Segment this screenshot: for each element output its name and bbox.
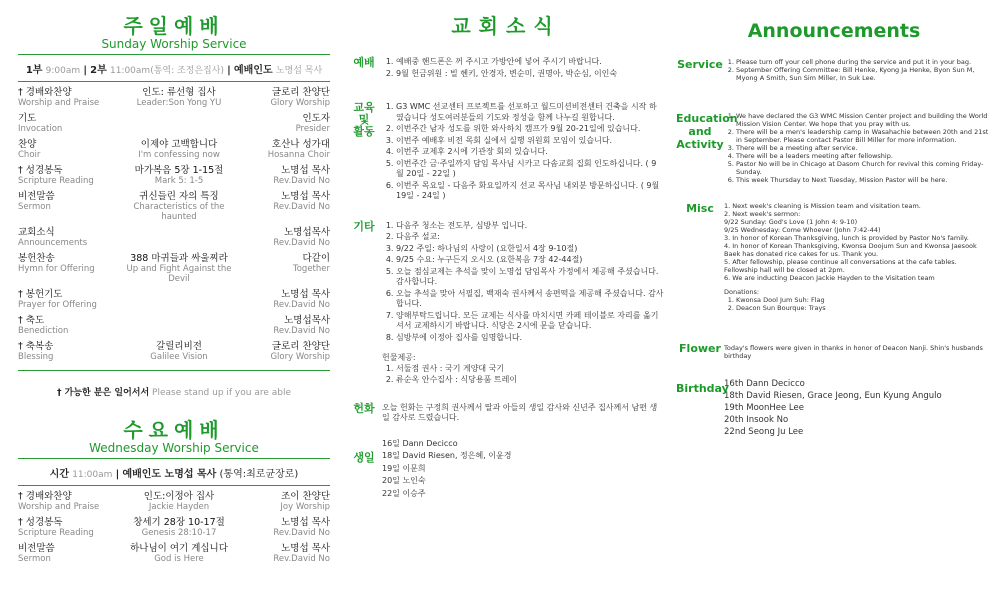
stand-note-ko: † 가능한 분은 일어서서	[57, 388, 150, 398]
item-ko: 인도:이정아 집사	[143, 491, 215, 502]
list-item: 5. 이번주간 금·주일까지 담임 목사님 시카고 다솜교회 집회 인도하십니다. ( 9월 20일 - 22일 )	[396, 159, 664, 180]
education-list	[724, 112, 989, 184]
flower-section	[346, 403, 666, 424]
item-ko: † 봉헌기도	[18, 289, 63, 300]
sunday-info-bar	[18, 55, 330, 81]
item-ko: 글로리 찬양단	[271, 341, 330, 352]
program-cell-c3	[240, 114, 330, 134]
birthday-list	[724, 378, 989, 438]
birthday-label: 생일	[353, 450, 375, 464]
program-row	[18, 166, 330, 186]
item-en: Glory Worship	[270, 352, 330, 362]
list-item: 6. 이번주 목요일 - 다음주 화요일까지 선교 목사님 내외분 방문하십니다. ( 9월19일 - 24일 )	[396, 181, 664, 202]
program-cell-c1	[18, 228, 118, 248]
list-item: 1. We have declared the G3 WMC Mission Center project and building the World Mission Vision Center. We hope that you pray with us.	[736, 112, 989, 128]
donations-label: Donations:	[724, 288, 760, 296]
item-ko: † 축복송	[18, 341, 54, 352]
item-ko: 귀신들린 자의 특징	[139, 191, 219, 202]
list-item: 20th Insook No	[724, 415, 789, 425]
item-en: Galilee Vision	[150, 352, 208, 362]
item-ko: 마가복음 5장 1-15절	[134, 165, 224, 176]
birthday-label: Birthday	[676, 382, 729, 395]
misc-list	[724, 202, 989, 282]
etc-label: 기타	[353, 219, 375, 233]
sunday-title-en: Sunday Worship Service	[101, 37, 247, 51]
item-en: Prayer for Offering	[18, 300, 97, 310]
item-ko: † 성경봉독	[18, 517, 63, 528]
divider	[18, 370, 330, 371]
item-ko: 노명섭 목사	[281, 289, 330, 300]
church-news-column	[346, 0, 666, 500]
program-row	[18, 254, 330, 284]
program-cell-c3	[240, 492, 330, 512]
flower-label: Flower	[679, 342, 721, 355]
donations-list	[382, 364, 664, 386]
program-cell-c3	[240, 544, 330, 564]
item-ko: 찬양	[18, 139, 37, 150]
flower-label: 헌화	[353, 401, 375, 415]
wednesday-title-ko: 수요예배	[123, 418, 225, 442]
sunday-title-ko: 주일예배	[123, 14, 225, 38]
order-of-worship-column	[18, 0, 330, 564]
item-en: Scripture Reading	[18, 176, 94, 186]
list-item: 5. 오늘 점심교제는 추석을 맞이 노명섭 담임목사 가정에서 제공해 주셨습니다. 감사합니다.	[396, 267, 664, 288]
program-row	[18, 290, 330, 310]
item-en: Choir	[18, 150, 41, 160]
program-row	[18, 544, 330, 564]
separator: |	[227, 65, 231, 76]
item-en: Rev.David No	[273, 300, 330, 310]
wednesday-title-en: Wednesday Worship Service	[89, 441, 259, 455]
program-cell-c1	[18, 88, 118, 108]
item-en: Together	[292, 264, 330, 274]
item-ko: 교회소식	[18, 227, 55, 238]
program-row	[18, 114, 330, 134]
service-section	[676, 58, 992, 82]
item-en: Sermon	[18, 554, 51, 564]
program-cell-c2	[119, 544, 239, 564]
program-cell-c3	[240, 342, 330, 362]
program-cell-c2	[119, 166, 239, 186]
flower-section	[676, 342, 992, 360]
service-list	[724, 58, 989, 82]
list-item: 22nd Seong Ju Lee	[724, 427, 804, 437]
item-ko: 조이 찬양단	[281, 491, 330, 502]
leader-name: 노명섭 목사	[275, 66, 323, 76]
stand-note-en: Please stand up if you are able	[152, 388, 291, 398]
education-list	[382, 102, 664, 202]
program-row	[18, 140, 330, 160]
separator: |	[115, 469, 120, 480]
item-ko: 노명섭 목사	[281, 517, 330, 528]
item-ko: 388 마귀들과 싸울찌라	[130, 253, 228, 264]
list-item: 2. There will be a men's leadership camp in Wasahachie between 20th and 21st in September. Please contact Pastor Bill Miller for more information.	[736, 128, 989, 144]
item-ko: 기도	[18, 113, 37, 124]
item-ko: 다같이	[302, 253, 330, 264]
item-en: Characteristics of the haunted	[133, 202, 225, 222]
service-2-label: 2부	[90, 65, 107, 76]
item-en: Benediction	[18, 326, 69, 336]
list-item: 4. 9/25 수요: 누구든지 오시오 (요한복음 7장 42-44절)	[396, 255, 664, 266]
list-item: 3. 이번주 예배후 비전 목회 실에서 실행 위원회 모임이 있습니다.	[396, 136, 664, 147]
item-en: Up and Fight Against the Devil	[126, 264, 232, 284]
worship-label: 예배	[353, 56, 375, 69]
worship-section	[346, 57, 666, 80]
program-row	[18, 88, 330, 108]
education-label-2: and	[688, 125, 712, 138]
item-ko: 호산나 성가대	[271, 139, 330, 150]
item-en: Mark 5: 1-5	[154, 176, 204, 186]
item-en: Rev.David No	[273, 528, 330, 538]
list-item: 5. Pastor No will be in Chicago at Dasom Church for revival this coming Friday-Sunday.	[736, 160, 989, 176]
item-en: Hymn for Offering	[18, 264, 95, 274]
program-row	[18, 192, 330, 222]
program-cell-c2	[119, 88, 239, 108]
list-item: 8. 심방부에 이정아 집사를 임명합니다.	[396, 333, 664, 344]
item-en: Rev.David No	[273, 202, 330, 212]
list-item: 9/25 Wednesday: Come Whoever (John 7:42-44)	[724, 226, 881, 234]
program-cell-c2	[119, 342, 239, 362]
item-ko: † 경배와찬양	[18, 87, 72, 98]
announcements-title: Announcements	[747, 20, 921, 42]
item-en: Hosanna Choir	[267, 150, 330, 160]
divider	[18, 81, 330, 82]
program-cell-c1	[18, 492, 118, 512]
program-cell-c2	[119, 192, 239, 222]
list-item: 2. 이번주간 남자 성도를 위한 와사하치 캠프가 9월 20-21일에 있습니다.	[396, 124, 664, 135]
item-ko: 이제야 고백합니다	[140, 139, 218, 150]
item-en: Rev.David No	[273, 176, 330, 186]
misc-section	[676, 202, 992, 312]
leader-label: 예배인도 노명섭 목사	[122, 469, 217, 480]
divider	[18, 485, 330, 486]
item-ko: 갈릴리비전	[156, 341, 202, 352]
item-ko: 하나님이 여기 계십니다	[130, 543, 228, 554]
list-item: 3. 9/22 주일: 하나님의 사랑이 (요한일서 4장 9-10절)	[396, 244, 664, 255]
list-item: 2. 다음주 설교:	[396, 232, 664, 243]
list-item: 16일 Dann Decicco	[382, 438, 458, 448]
program-row	[18, 228, 330, 248]
birthday-list	[382, 438, 664, 501]
list-item: 4. 이번주 교제후 2시에 기관장 회의 있습니다.	[396, 147, 664, 158]
misc-label: Misc	[686, 202, 714, 215]
education-label	[346, 102, 382, 203]
education-label-3: Activity	[676, 138, 724, 151]
program-row	[18, 316, 330, 336]
list-item: 7. 양해부탁드립니다. 모든 교제는 식사를 마치시면 카페 테이블로 자리를 옮기셔서 교제하시기 바랍니다. 식당은 2시에 문을 닫습니다.	[396, 311, 664, 332]
list-item: 4. In honor of Korean Thanksgiving, Kwonsa Doojum Sun and Kwonsa Jaesook Baek has donated rice cakes for us. Thank you.	[724, 242, 977, 258]
etc-list	[382, 221, 664, 344]
list-item: 2. 9월 헌금위원 : 빌 헨키, 안경자, 변순미, 권명아, 박순심, 이인숙	[396, 69, 664, 80]
education-label-1: 교육	[353, 101, 375, 114]
list-item: 1. 예배중 핸드폰은 꺼 주시고 가방안에 넣어 주시기 바랍니다.	[396, 57, 664, 68]
list-item: 6. This week Thursday to Next Tuesday, Mission Pastor will be here.	[736, 176, 989, 184]
flower-text: 오늘 헌화는 구정희 권사께서 딸과 아들의 생일 감사와 신년주 집사께서 남편 생일 감사로 드렸습니다.	[382, 402, 658, 422]
list-item: 1. Please turn off your cell phone during the service and put it in your bag.	[736, 58, 989, 66]
program-cell-c3	[240, 140, 330, 160]
list-item: 22일 이승주	[382, 488, 426, 498]
program-cell-c1	[18, 518, 118, 538]
item-ko: † 성경봉독	[18, 165, 63, 176]
list-item: 18일 David Riesen, 정은혜, 이윤경	[382, 451, 512, 460]
program-cell-c1	[18, 114, 118, 134]
program-row	[18, 342, 330, 362]
program-cell-c1	[18, 342, 118, 362]
stand-note	[18, 385, 330, 398]
item-ko: 창세기 28장 10-17절	[133, 517, 225, 528]
program-cell-c2	[119, 140, 239, 160]
flower-text: Today's flowers were given in thanks in honor of Deacon Nanji. Shin's husbands birthday	[724, 344, 983, 360]
item-en: Joy Worship	[280, 502, 330, 512]
program-row	[18, 518, 330, 538]
service-1-label: 1부	[25, 65, 43, 76]
education-label-1: Education	[676, 112, 738, 125]
education-label	[676, 112, 738, 184]
item-en: God is Here	[154, 554, 204, 564]
wednesday-program	[18, 492, 330, 564]
program-cell-c1	[18, 140, 118, 160]
program-cell-c3	[240, 518, 330, 538]
item-ko: 봉헌찬송	[18, 253, 55, 264]
list-item: 1. Next week's cleaning is Mission team and visitation team.	[724, 202, 921, 210]
item-ko: 노명섭목사	[284, 227, 330, 238]
item-en: Blessing	[18, 352, 54, 362]
item-ko: 노명섭 목사	[281, 543, 330, 554]
item-ko: 노명섭 목사	[281, 191, 330, 202]
list-item: 9/22 Sunday: God's Love (1 John 4: 9-10)	[724, 218, 858, 226]
item-ko: 비전말씀	[18, 191, 55, 202]
program-cell-c2	[119, 492, 239, 512]
list-item: 1. 다음주 청소는 전도부, 심방부 입니다.	[396, 221, 664, 232]
education-section	[676, 112, 992, 184]
item-en: Scripture Reading	[18, 528, 94, 538]
time-label: 시간	[49, 469, 69, 480]
birthday-section	[346, 438, 666, 501]
program-cell-c3	[240, 316, 330, 336]
item-en: Rev.David No	[273, 326, 330, 336]
item-en: Presider	[295, 124, 330, 134]
item-en: Worship and Praise	[18, 502, 100, 512]
item-ko: 글로리 찬양단	[271, 87, 330, 98]
list-item: 6. We are inducting Deacon Jackie Hayden to the Visitation team	[724, 274, 935, 282]
list-item: 1. Kwonsa Dool Jum Suh: Flag	[736, 296, 989, 304]
list-item: 3. There will be a meeting after service.	[736, 144, 989, 152]
program-cell-c1	[18, 316, 118, 336]
list-item: 1. 서둘점 권사 : 국기 게양대 국기	[396, 364, 664, 375]
item-en: I'm confessing now	[138, 150, 220, 160]
item-en: Announcements	[18, 238, 88, 248]
list-item: 5. After fellowship, please continue all conversations at the cafe tables. Fellowship hall will be closed at 2pm.	[724, 258, 957, 274]
donations-list	[724, 296, 989, 312]
item-ko: 노명섭 목사	[281, 165, 330, 176]
item-en: Sermon	[18, 202, 51, 212]
list-item: 2. 류순옥 안수집사 : 식당용품 트레이	[396, 375, 664, 386]
education-section	[346, 102, 666, 203]
program-cell-c2	[119, 254, 239, 284]
donations-label: 헌물제공:	[382, 353, 416, 362]
list-item: 1. G3 WMC 선교센터 프로젝트를 선포하고 월드미션비전센터 건축을 시작 하였습니다 성도여러분들의 기도와 정성을 함께 나누길 원합니다.	[396, 102, 664, 123]
list-item: 4. There will be a leaders meeting after fellowship.	[736, 152, 989, 160]
item-ko: 비전말씀	[18, 543, 55, 554]
birthday-section	[676, 378, 992, 438]
list-item: 16th Dann Decicco	[724, 379, 805, 389]
item-en: Glory Worship	[270, 98, 330, 108]
interpreter: (통역:최로균장로)	[219, 469, 299, 480]
service-1-time: 9:00am	[45, 66, 81, 76]
item-en: Rev.David No	[273, 554, 330, 564]
announcements-column	[676, 0, 992, 438]
program-row	[18, 492, 330, 512]
list-item: 3. In honor of Korean Thanksgiving, lunch is provided by Pastor No's family.	[724, 234, 969, 242]
service-label: Service	[677, 58, 723, 71]
list-item: 6. 오늘 추석을 맞아 서필집, 백재숙 권사께서 송편떡을 제공해 주셨습니다. 감사합니다.	[396, 289, 664, 310]
church-news-title: 교회소식	[451, 14, 561, 38]
item-ko: 인도: 류선형 집사	[142, 87, 216, 98]
program-cell-c1	[18, 166, 118, 186]
program-cell-c1	[18, 290, 118, 310]
program-cell-c3	[240, 166, 330, 186]
item-en: Worship and Praise	[18, 98, 100, 108]
item-ko: † 축도	[18, 315, 45, 326]
education-label-3: 활동	[353, 125, 375, 138]
program-cell-c3	[240, 192, 330, 212]
item-ko: 인도자	[302, 113, 330, 124]
list-item: 2. Next week's sermon:	[724, 210, 801, 218]
program-cell-c1	[18, 192, 118, 212]
list-item: 18th David Riesen, Grace Jeong, Eun Kyung Angulo	[724, 391, 942, 401]
program-cell-c1	[18, 254, 118, 274]
leader-label: 예배인도	[234, 65, 273, 76]
program-cell-c1	[18, 544, 118, 564]
item-en: Genesis 28:10-17	[141, 528, 217, 538]
list-item: 19th MoonHee Lee	[724, 403, 804, 413]
wednesday-info-bar	[18, 459, 330, 485]
etc-section	[346, 221, 666, 387]
list-item: 20일 노인숙	[382, 476, 426, 485]
program-cell-c3	[240, 290, 330, 310]
item-en: Invocation	[18, 124, 63, 134]
item-en: Rev.David No	[273, 238, 330, 248]
item-en: Jackie Hayden	[148, 502, 210, 512]
item-en: Leader:Son Yong YU	[136, 98, 222, 108]
time-value: 11:00am	[72, 470, 113, 480]
list-item: 2. September Offering Committee: Bill Henke, Kyong Ja Henke, Byon Sun M, Myong A Smith, Sun Sim Miller, In Suk Lee.	[736, 66, 989, 82]
sunday-program	[18, 88, 330, 362]
education-label-2: 및	[358, 113, 370, 126]
item-ko: 노명섭목사	[284, 315, 330, 326]
program-cell-c3	[240, 228, 330, 248]
service-2-time: 11:00am(통역: 조정은집사)	[109, 66, 224, 76]
program-cell-c2	[119, 518, 239, 538]
list-item: 2. Deacon Sun Bourque: Trays	[736, 304, 989, 312]
program-cell-c3	[240, 254, 330, 274]
worship-list	[382, 57, 664, 79]
item-ko: † 경배와찬양	[18, 491, 72, 502]
list-item: 19일 이문희	[382, 463, 426, 473]
separator: |	[83, 65, 87, 76]
program-cell-c3	[240, 88, 330, 108]
